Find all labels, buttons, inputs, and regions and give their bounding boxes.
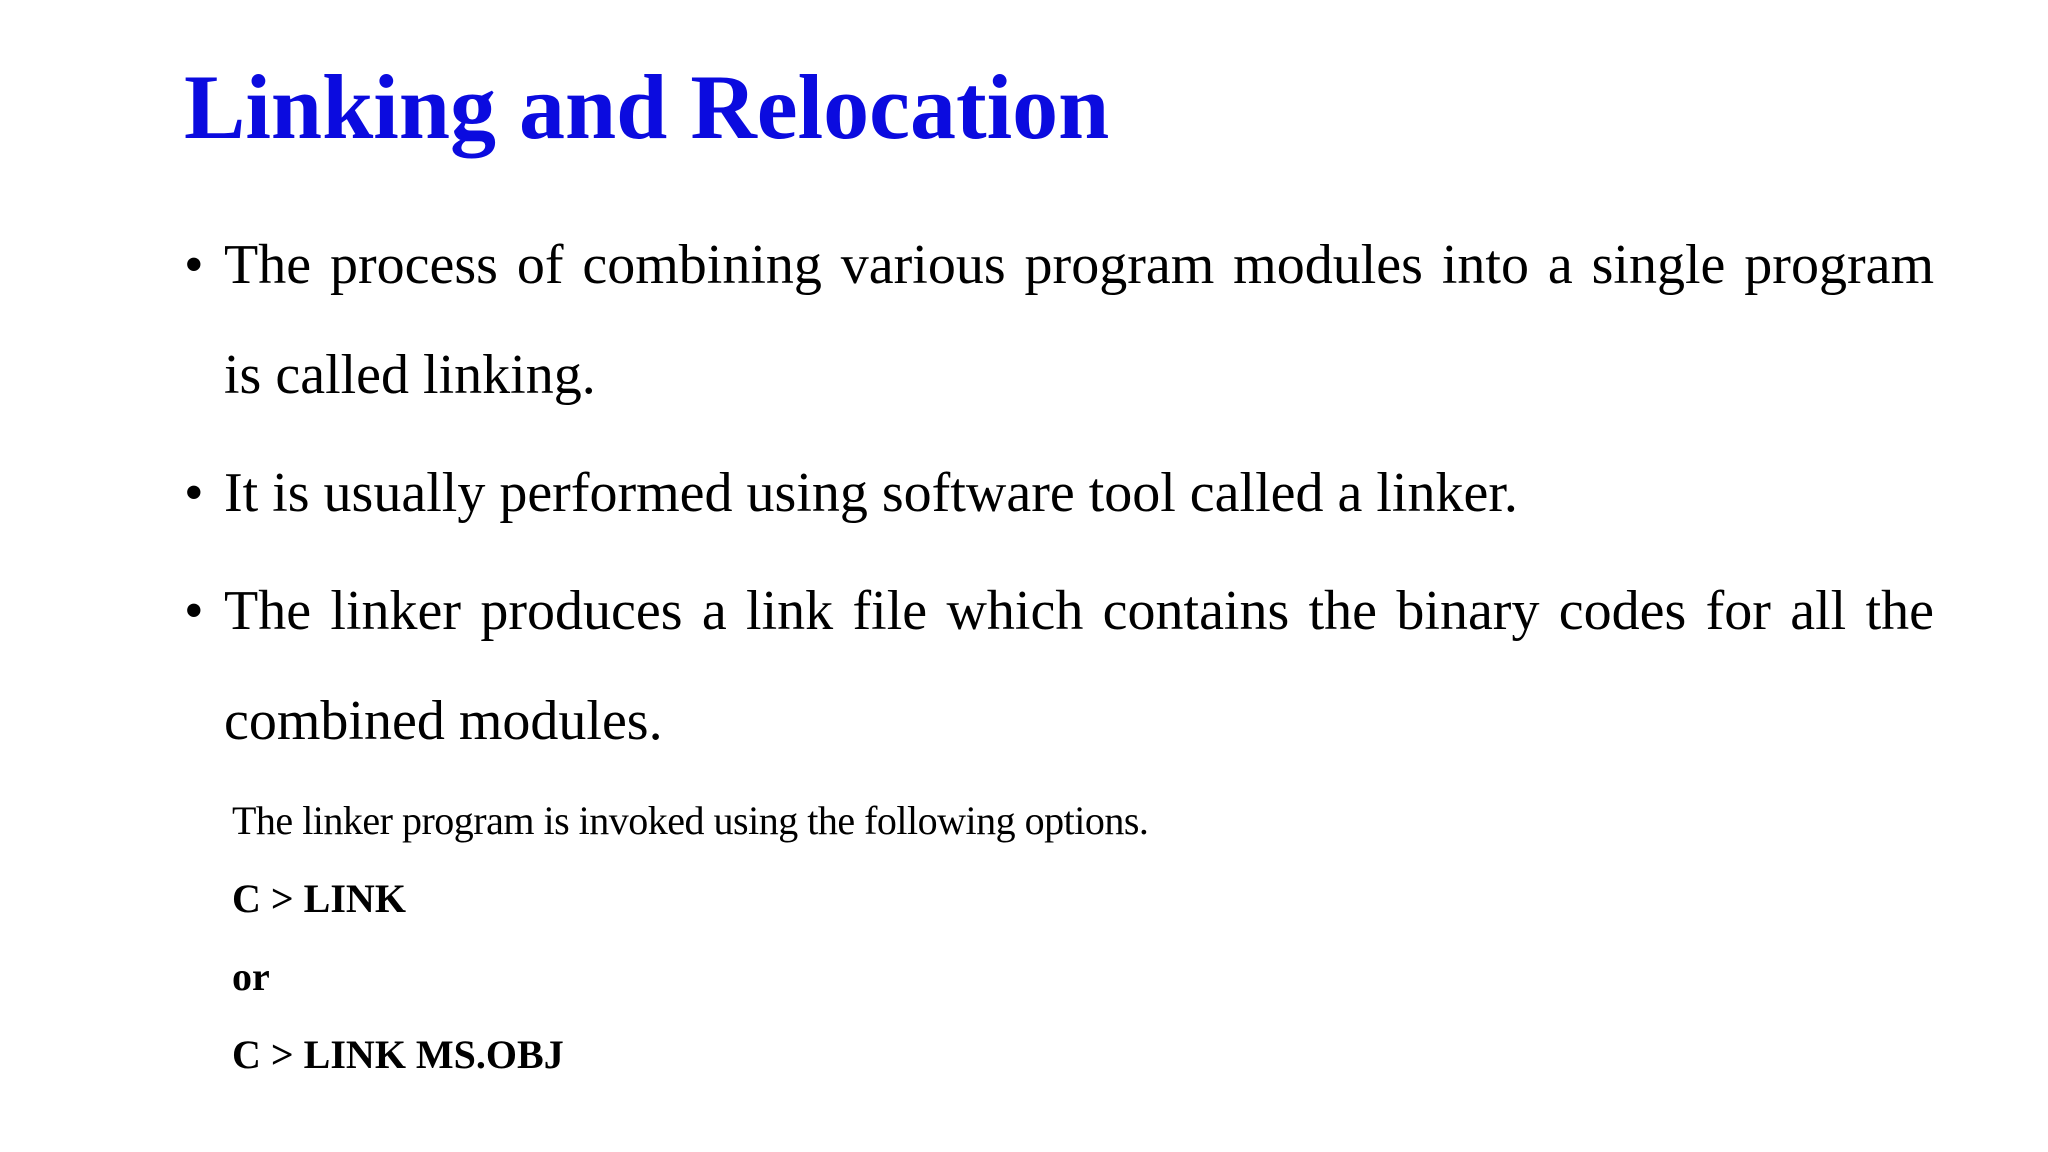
bullet-text: The linker produces a link file which contains the binary codes for all the combined modules. (224, 580, 1934, 752)
link-command-obj: C > LINK MS.OBJ (232, 1032, 564, 1077)
options-intro: The linker program is invoked using the following options. (232, 798, 1149, 843)
bullet-list (184, 210, 1934, 776)
linker-options (232, 782, 1148, 1094)
bullet-text: It is usually performed using software tool called a linker. (224, 462, 1518, 524)
bullet-item (184, 210, 1934, 430)
slide-title: Linking and Relocation (184, 56, 1110, 158)
bullet-dot-icon: • (184, 234, 204, 296)
bullet-item (184, 556, 1934, 776)
bullet-dot-icon: • (184, 462, 204, 524)
or-separator: or (232, 954, 270, 999)
link-command: C > LINK (232, 876, 406, 921)
bullet-item (184, 438, 1934, 548)
bullet-dot-icon: • (184, 580, 204, 642)
bullet-text: The process of combining various program modules into a single program is called linking. (224, 234, 1934, 406)
